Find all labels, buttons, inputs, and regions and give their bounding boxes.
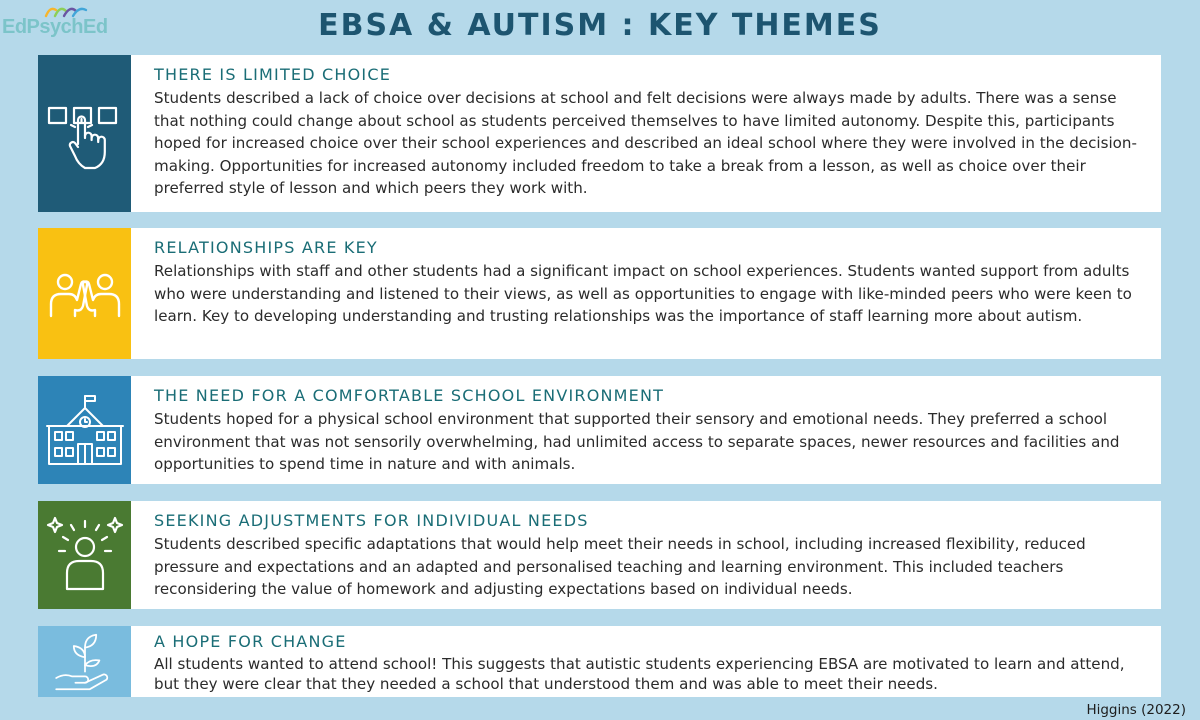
theme-description: Students described a lack of choice over decisions at school and felt decisions were always made by adults. There was a sense that nothing could change about school as students perceived themselves to have limited autonomy. Despite this, participants hoped for increased choice over their school experiences and described an ideal school where they were involved in the decision-making. Opportunities for increased autonomy included freedom to take a break from a lesson, as well as choice over their preferred style of lesson and which peers they work with. [154,89,1137,197]
person-highlighted-icon [45,515,125,595]
theme-heading: A HOPE FOR CHANGE [154,632,347,651]
theme-card-individual-needs [38,501,1161,609]
page-title: EBSA & AUTISM : KEY THEMES [318,8,882,43]
theme-icon-box [38,626,131,697]
theme-heading: THERE IS LIMITED CHOICE [154,65,392,84]
theme-card-hope-for-change [38,626,1161,697]
logo-text: EdPsychEd [2,16,108,38]
theme-card-limited-choice [38,55,1161,212]
two-people-waving-icon [45,254,125,334]
theme-icon-box [38,228,131,359]
school-building-icon [45,390,125,470]
theme-description: Students hoped for a physical school environment that supported their sensory and emotional needs. They preferred a school environment that was not sensorily overwhelming, had unlimited access to separate spaces, newer resources and facilities and opportunities to spend time in nature and with animals. [154,410,1120,473]
theme-heading: THE NEED FOR A COMFORTABLE SCHOOL ENVIRONMENT [154,386,665,405]
citation: Higgins (2022) [1086,702,1186,718]
theme-card-relationships [38,228,1161,359]
hand-holding-seedling-icon [53,630,117,694]
theme-heading: SEEKING ADJUSTMENTS FOR INDIVIDUAL NEEDS [154,511,589,530]
theme-description: Students described specific adaptations that would help meet their needs in school, including increased flexibility, reduced pressure and expectations and an adapted and personalised teaching and learning environment. This included teachers reconsidering the value of homework and adjusting expectations based on individual needs. [154,535,1086,598]
theme-description: Relationships with staff and other students had a significant impact on school experiences. Students wanted support from adults who were understanding and listened to their views, as well as opportunities to engage with like-minded peers who were keen to learn. Key to developing understanding and trusting relationships was the importance of staff learning more about autism. [154,262,1132,325]
theme-description: All students wanted to attend school! This suggests that autistic students experiencing EBSA are motivated to learn and attend, but they were clear that they needed a school that understood them and was able to meet their needs. [154,655,1125,693]
theme-heading: RELATIONSHIPS ARE KEY [154,238,378,257]
theme-icon-box [38,501,131,609]
hand-pressing-choice-buttons-icon [45,94,125,174]
theme-card-school-environment [38,376,1161,484]
theme-icon-box [38,55,131,212]
theme-icon-box [38,376,131,484]
